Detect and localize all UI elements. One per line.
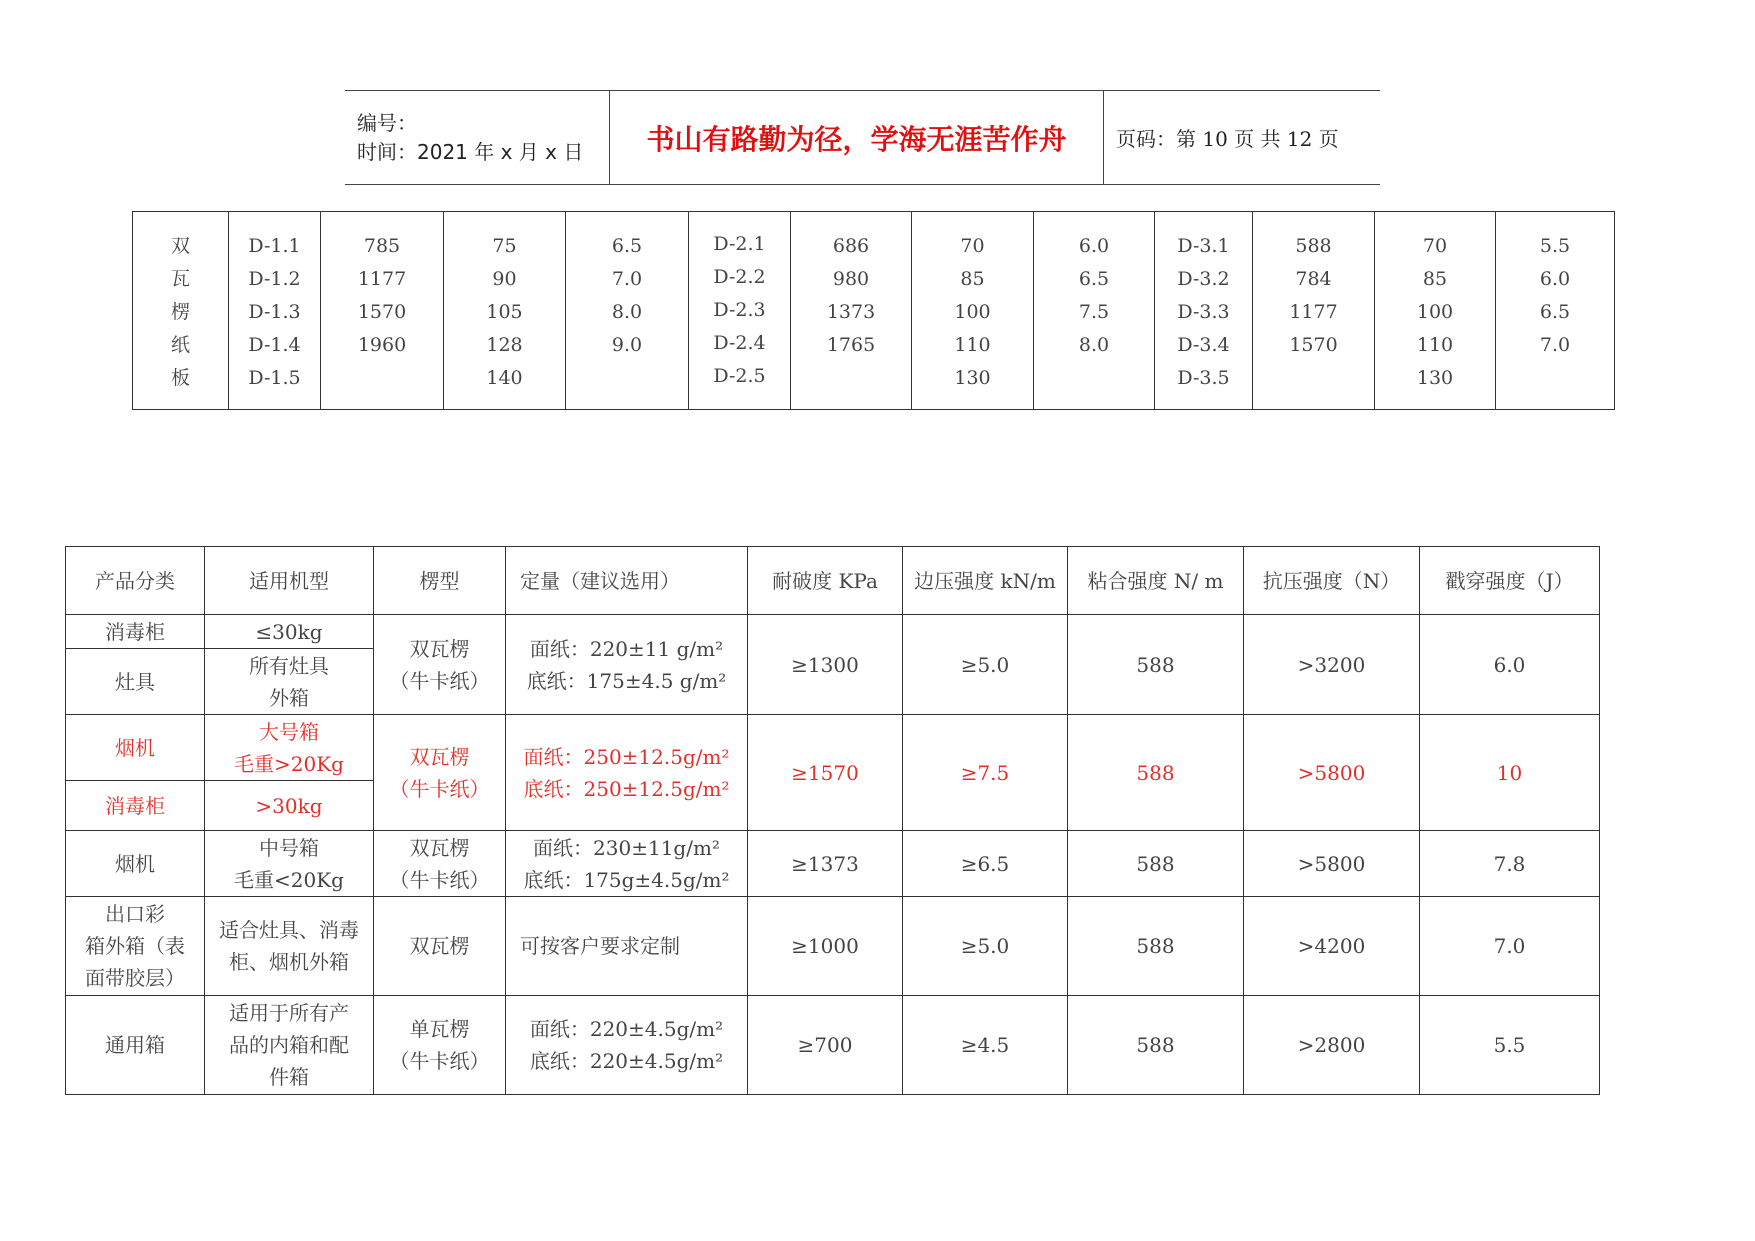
group2-codes bbox=[689, 212, 791, 409]
category-cell: 通用箱 bbox=[66, 996, 205, 1095]
flute-cell: 双瓦楞 bbox=[374, 897, 506, 996]
group3-edge bbox=[1375, 212, 1496, 409]
value: 9.0 bbox=[611, 334, 643, 356]
bond-cell: 588 bbox=[1068, 715, 1244, 831]
bond-cell: 588 bbox=[1068, 615, 1244, 715]
value: 7.5 bbox=[1078, 301, 1110, 323]
burst-cell: ≥1570 bbox=[748, 715, 903, 831]
group1-edge bbox=[444, 212, 566, 409]
header-cell: 产品分类 bbox=[66, 547, 205, 615]
code: D-3.2 bbox=[1177, 268, 1230, 290]
value: 85 bbox=[960, 268, 985, 290]
burst-cell: ≥700 bbox=[748, 996, 903, 1095]
header-cell: 适用机型 bbox=[205, 547, 374, 615]
value: 8.0 bbox=[1078, 334, 1110, 356]
weight-cell: 面纸：250±12.5g/m² 底纸：250±12.5g/m² bbox=[506, 715, 748, 831]
edge-cell: ≥5.0 bbox=[903, 615, 1068, 715]
code: D-1.3 bbox=[248, 301, 301, 323]
model-cell: 中号箱 毛重<20Kg bbox=[205, 831, 374, 897]
weight-cell: 可按客户要求定制 bbox=[506, 897, 748, 996]
header-cell: 定量（建议选用） bbox=[506, 547, 748, 615]
category-char: 双 bbox=[170, 235, 190, 257]
flute-cell: 双瓦楞 （牛卡纸） bbox=[374, 831, 506, 897]
code: D-1.4 bbox=[248, 334, 301, 356]
group2-burst bbox=[791, 212, 912, 409]
value: 6.5 bbox=[1539, 301, 1571, 323]
table-row bbox=[66, 715, 1600, 781]
value: 1570 bbox=[1289, 334, 1338, 356]
model-cell: ≤30kg bbox=[205, 615, 374, 649]
header-meta bbox=[345, 91, 610, 184]
value: 1177 bbox=[357, 268, 407, 290]
product-spec-table bbox=[65, 546, 1600, 1095]
group2-edge bbox=[912, 212, 1034, 409]
value: 8.0 bbox=[611, 301, 643, 323]
header-motto-cell bbox=[610, 91, 1104, 184]
value: 980 bbox=[832, 268, 870, 290]
value: 70 bbox=[960, 235, 985, 257]
code: D-3.5 bbox=[1177, 367, 1230, 389]
puncture-cell: 7.0 bbox=[1420, 897, 1600, 996]
group1-burst bbox=[321, 212, 444, 409]
code: D-1.1 bbox=[248, 235, 301, 257]
value: 6.0 bbox=[1078, 235, 1110, 257]
value: 100 bbox=[1416, 301, 1454, 323]
code: D-2.3 bbox=[713, 299, 766, 321]
value: 7.0 bbox=[1539, 334, 1571, 356]
header-cell: 耐破度 KPa bbox=[748, 547, 903, 615]
category-char: 瓦 bbox=[170, 268, 190, 290]
page-header bbox=[345, 90, 1380, 185]
burst-cell: ≥1300 bbox=[748, 615, 903, 715]
table-row bbox=[66, 831, 1600, 897]
compress-cell: >2800 bbox=[1244, 996, 1420, 1095]
value: 105 bbox=[486, 301, 523, 323]
puncture-cell: 6.0 bbox=[1420, 615, 1600, 715]
header-cell: 戳穿强度（J） bbox=[1420, 547, 1600, 615]
value: 1765 bbox=[826, 334, 876, 356]
code: D-1.2 bbox=[248, 268, 301, 290]
table-row bbox=[66, 996, 1600, 1095]
table-row bbox=[66, 615, 1600, 649]
value: 90 bbox=[492, 268, 517, 290]
compress-cell: >5800 bbox=[1244, 715, 1420, 831]
value: 7.0 bbox=[611, 268, 643, 290]
edge-cell: ≥7.5 bbox=[903, 715, 1068, 831]
value: 686 bbox=[832, 235, 870, 257]
burst-cell: ≥1000 bbox=[748, 897, 903, 996]
value: 110 bbox=[1416, 334, 1454, 356]
code: D-3.3 bbox=[1177, 301, 1230, 323]
code: D-3.4 bbox=[1177, 334, 1230, 356]
value: 1570 bbox=[357, 301, 407, 323]
weight-cell: 面纸：220±11 g/m² 底纸：175±4.5 g/m² bbox=[506, 615, 748, 715]
value: 588 bbox=[1295, 235, 1332, 257]
value: 6.0 bbox=[1539, 268, 1571, 290]
value: 6.5 bbox=[1078, 268, 1110, 290]
edge-cell: ≥6.5 bbox=[903, 831, 1068, 897]
compress-cell: >4200 bbox=[1244, 897, 1420, 996]
value: 70 bbox=[1422, 235, 1448, 257]
value: 140 bbox=[486, 367, 523, 389]
group1-puncture bbox=[566, 212, 689, 409]
value: 85 bbox=[1422, 268, 1448, 290]
motto: 书山有路勤为径，学海无涯苦作舟 bbox=[646, 122, 1067, 156]
bond-cell: 588 bbox=[1068, 897, 1244, 996]
header-cell: 楞型 bbox=[374, 547, 506, 615]
table-row bbox=[66, 897, 1600, 996]
value: 785 bbox=[363, 235, 401, 257]
group1-codes bbox=[229, 212, 321, 409]
value: 1960 bbox=[357, 334, 407, 356]
category-cell: 灶具 bbox=[66, 649, 205, 715]
category-column bbox=[133, 212, 229, 409]
edge-cell: ≥4.5 bbox=[903, 996, 1068, 1095]
code: D-2.4 bbox=[713, 332, 766, 354]
value: 5.5 bbox=[1539, 235, 1571, 257]
edge-cell: ≥5.0 bbox=[903, 897, 1068, 996]
number-label: 编号： bbox=[357, 110, 417, 135]
compress-cell: >5800 bbox=[1244, 831, 1420, 897]
header-row bbox=[66, 547, 1600, 615]
code: D-1.5 bbox=[248, 367, 301, 389]
category-char: 板 bbox=[170, 367, 190, 389]
category-cell: 烟机 bbox=[66, 831, 205, 897]
header-page-cell bbox=[1104, 91, 1380, 184]
category-cell: 出口彩 箱外箱（表 面带胶层） bbox=[66, 897, 205, 996]
weight-cell: 面纸：220±4.5g/m² 底纸：220±4.5g/m² bbox=[506, 996, 748, 1095]
model-cell: 所有灶具 外箱 bbox=[205, 649, 374, 715]
puncture-cell: 7.8 bbox=[1420, 831, 1600, 897]
puncture-cell: 10 bbox=[1420, 715, 1600, 831]
page-label: 页码：第 10 页 共 12 页 bbox=[1116, 127, 1339, 151]
value: 1373 bbox=[826, 301, 876, 323]
value: 130 bbox=[954, 367, 991, 389]
model-cell: 适合灶具、消毒 柜、烟机外箱 bbox=[205, 897, 374, 996]
weight-cell: 面纸：230±11g/m² 底纸：175g±4.5g/m² bbox=[506, 831, 748, 897]
value: 100 bbox=[954, 301, 991, 323]
puncture-cell: 5.5 bbox=[1420, 996, 1600, 1095]
group3-burst bbox=[1253, 212, 1375, 409]
model-cell: 大号箱 毛重>20Kg bbox=[205, 715, 374, 781]
value: 784 bbox=[1295, 268, 1332, 290]
bond-cell: 588 bbox=[1068, 831, 1244, 897]
value: 75 bbox=[492, 235, 517, 257]
header-cell: 抗压强度（N） bbox=[1244, 547, 1420, 615]
code: D-2.1 bbox=[713, 233, 766, 255]
corrugated-spec-table bbox=[132, 211, 1615, 410]
time-label: 时间：2021 年 x 月 x 日 bbox=[357, 139, 584, 164]
value: 110 bbox=[954, 334, 991, 356]
group3-codes bbox=[1155, 212, 1253, 409]
flute-cell: 单瓦楞 （牛卡纸） bbox=[374, 996, 506, 1095]
value: 130 bbox=[1416, 367, 1454, 389]
code: D-2.2 bbox=[713, 266, 766, 288]
group2-puncture bbox=[1034, 212, 1155, 409]
flute-cell: 双瓦楞 （牛卡纸） bbox=[374, 615, 506, 715]
header-cell: 边压强度 kN/m bbox=[903, 547, 1068, 615]
value: 1177 bbox=[1289, 301, 1338, 323]
category-cell: 消毒柜 bbox=[66, 781, 205, 831]
model-cell: 适用于所有产 品的内箱和配 件箱 bbox=[205, 996, 374, 1095]
code: D-3.1 bbox=[1177, 235, 1230, 257]
header-cell: 粘合强度 N/ m bbox=[1068, 547, 1244, 615]
group3-puncture bbox=[1496, 212, 1614, 409]
compress-cell: >3200 bbox=[1244, 615, 1420, 715]
value: 6.5 bbox=[611, 235, 643, 257]
category-char: 纸 bbox=[170, 334, 190, 356]
model-cell: >30kg bbox=[205, 781, 374, 831]
value: 128 bbox=[486, 334, 523, 356]
code: D-2.5 bbox=[713, 365, 766, 387]
flute-cell: 双瓦楞 （牛卡纸） bbox=[374, 715, 506, 831]
bond-cell: 588 bbox=[1068, 996, 1244, 1095]
category-cell: 消毒柜 bbox=[66, 615, 205, 649]
category-char: 楞 bbox=[170, 301, 190, 323]
category-cell: 烟机 bbox=[66, 715, 205, 781]
burst-cell: ≥1373 bbox=[748, 831, 903, 897]
